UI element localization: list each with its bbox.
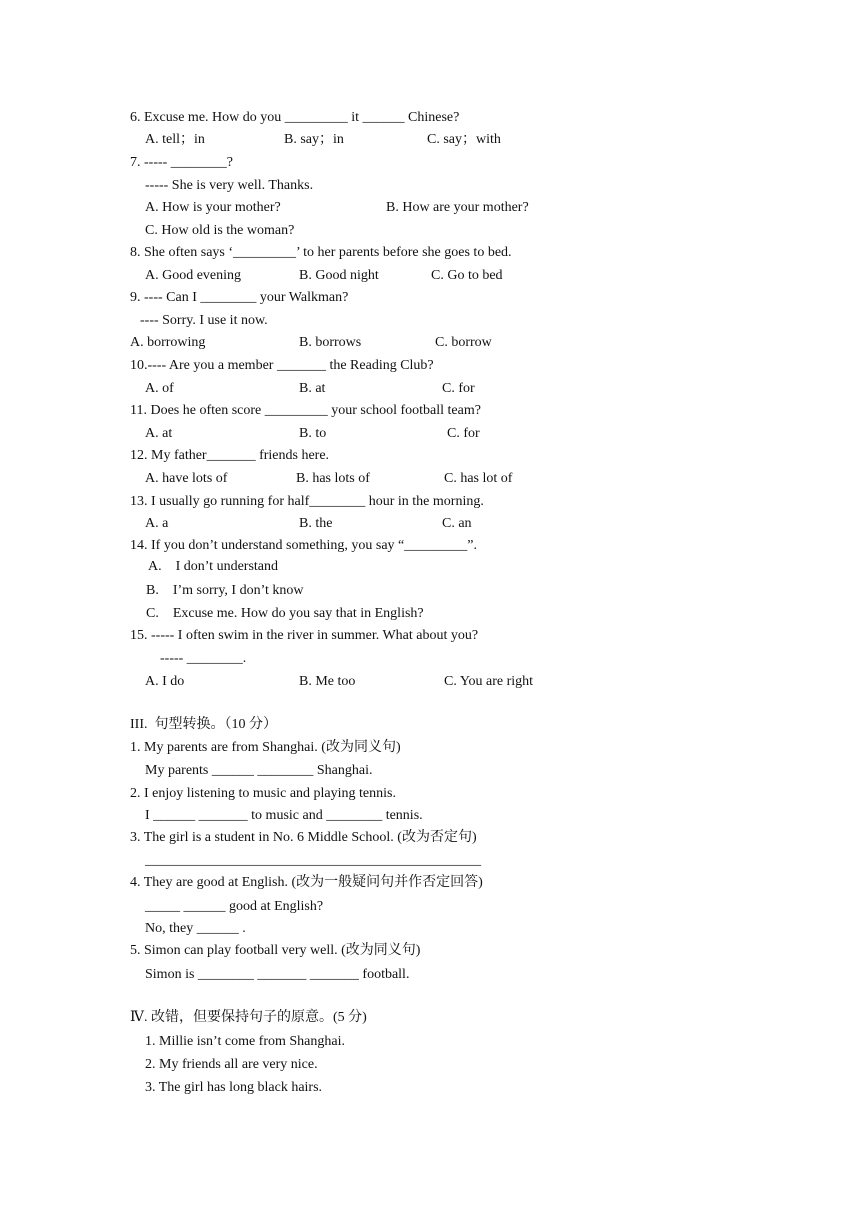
section3-a4-negative: No, they ______ .: [145, 921, 246, 936]
q14-option-c: C. Excuse me. How do you say that in English?: [146, 606, 424, 621]
q10-stem: 10.---- Are you a member _______ the Reading Club?: [130, 358, 434, 373]
q6-option-b: B. say；in: [284, 132, 344, 147]
section4-item-1: 1. Millie isn’t come from Shanghai.: [145, 1034, 345, 1049]
section3-a4: _____ ______ good at English?: [145, 899, 324, 914]
q7-reply: ----- She is very well. Thanks.: [145, 178, 314, 193]
q11-option-b: B. to: [299, 426, 327, 441]
q14-stem: 14. If you don’t understand something, you say “_________”.: [130, 538, 477, 553]
section4-item-3: 3. The girl has long black hairs.: [145, 1080, 323, 1095]
q7-stem: 7. ----- ________?: [130, 155, 234, 170]
section4-title: Ⅳ. 改错，但要保持句子的原意。(5 分): [130, 1010, 367, 1025]
q10-option-b: B. at: [299, 381, 326, 396]
q13-option-c: C. an: [442, 516, 472, 531]
q15-option-b: B. Me too: [299, 674, 356, 689]
q7-option-a: A. How is your mother?: [145, 200, 281, 215]
section3-q5: 5. Simon can play football very well. (改为同义句): [130, 943, 421, 958]
q9-option-a: A. borrowing: [130, 335, 206, 350]
q12-stem: 12. My father_______ friends here.: [130, 448, 330, 463]
section3-a3-line: ________________________________________________: [145, 853, 481, 868]
q15-reply: ----- ________.: [160, 651, 247, 666]
q11-option-c: C. for: [447, 426, 480, 441]
q7-option-c: C. How old is the woman?: [145, 223, 295, 238]
q9-option-c: C. borrow: [435, 335, 492, 350]
section3-a2: I ______ _______ to music and ________ tennis.: [145, 808, 423, 823]
section3-a5: Simon is ________ _______ _______ football.: [145, 967, 410, 982]
section3-a1: My parents ______ ________ Shanghai.: [145, 763, 373, 778]
q10-option-c: C. for: [442, 381, 475, 396]
section3-title: III. 句型转换。（10 分）: [130, 717, 277, 732]
q14-option-b: B. I’m sorry, I don’t know: [146, 583, 304, 598]
q8-option-c: C. Go to bed: [431, 268, 503, 283]
q8-option-b: B. Good night: [299, 268, 379, 283]
section3-q4: 4. They are good at English. (改为一般疑问句并作否定回答): [130, 875, 483, 890]
q6-stem: 6. Excuse me. How do you _________ it ______ Chinese?: [130, 110, 460, 125]
q13-option-a: A. a: [145, 516, 169, 531]
q12-option-a: A. have lots of: [145, 471, 228, 486]
q12-option-c: C. has lot of: [444, 471, 513, 486]
q15-stem: 15. ----- I often swim in the river in summer. What about you?: [130, 628, 479, 643]
q9-stem: 9. ---- Can I ________ your Walkman?: [130, 290, 349, 305]
q13-stem: 13. I usually go running for half________ hour in the morning.: [130, 494, 484, 509]
q14-option-a: A. I don’t understand: [148, 559, 278, 574]
section3-q1: 1. My parents are from Shanghai. (改为同义句): [130, 740, 401, 755]
q11-option-a: A. at: [145, 426, 173, 441]
q11-stem: 11. Does he often score _________ your school football team?: [130, 403, 481, 418]
q15-option-a: A. I do: [145, 674, 185, 689]
q9-reply: ---- Sorry. I use it now.: [140, 313, 268, 328]
q10-option-a: A. of: [145, 381, 174, 396]
q9-option-b: B. borrows: [299, 335, 362, 350]
q8-option-a: A. Good evening: [145, 268, 242, 283]
q12-option-b: B. has lots of: [296, 471, 370, 486]
q15-option-c: C. You are right: [444, 674, 534, 689]
q13-option-b: B. the: [299, 516, 333, 531]
section3-q3: 3. The girl is a student in No. 6 Middle School. (改为否定句): [130, 830, 477, 845]
q8-stem: 8. She often says ‘_________’ to her parents before she goes to bed.: [130, 245, 512, 260]
q6-option-c: C. say；with: [427, 132, 501, 147]
section4-item-2: 2. My friends all are very nice.: [145, 1057, 318, 1072]
section3-q2: 2. I enjoy listening to music and playing tennis.: [130, 786, 396, 801]
q7-option-b: B. How are your mother?: [386, 200, 529, 215]
q6-option-a: A. tell；in: [145, 132, 205, 147]
